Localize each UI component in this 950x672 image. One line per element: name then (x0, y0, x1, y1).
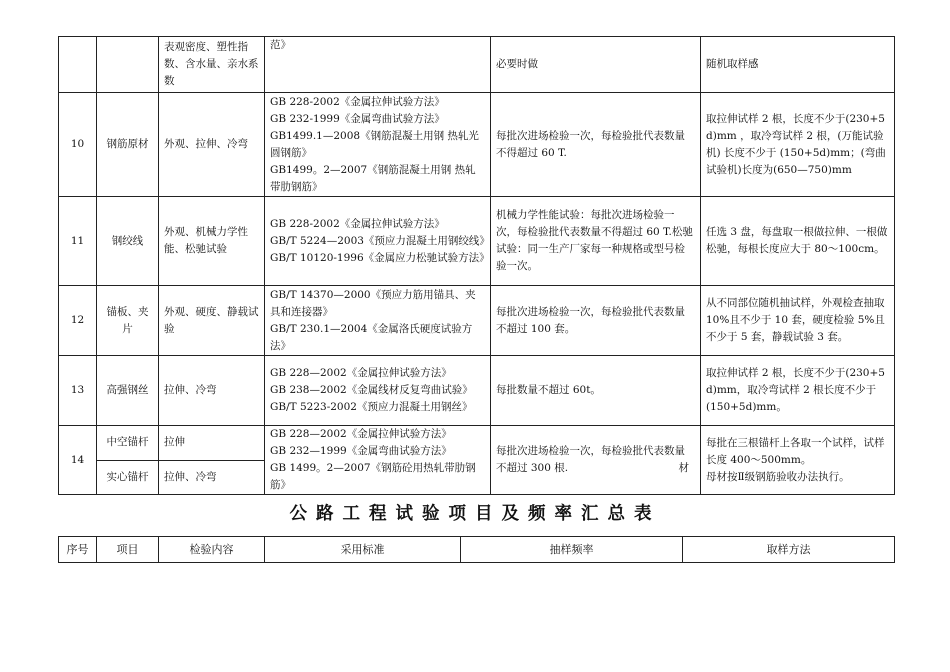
table-row (59, 37, 895, 93)
item-cell (97, 37, 159, 93)
standard-line: GB 228-2002《金属拉伸试验方法》 (270, 217, 445, 230)
standard-line: GB1499。2—2007《钢筋混凝土用钢 热轧带肋钢筋》 (270, 163, 476, 193)
standard-line: GB 232-1999《金属弯曲试验方法》 (270, 112, 445, 125)
standard-cell (265, 93, 491, 197)
frequency-cell: 每批次进场检验一次，每检验批代表数量不得超过 60 T. (491, 93, 701, 197)
sampling-cell: 取拉伸试样 2 根，长度不少于(230+5d)mm ，取冷弯试样 2 根，(万能试验机) 长度不少于 (150+5d)mm；(弯曲试验机)长度为(650—750)mm (701, 93, 895, 197)
standard-line: GB/T 5224—2003《预应力混凝土用钢绞线》 (270, 234, 490, 247)
table-row (59, 356, 895, 426)
table-row (59, 197, 895, 286)
standard-line: GB/T 5223-2002《预应力混凝土用钢丝》 (270, 401, 473, 413)
header-item: 项目 (97, 537, 159, 563)
header-standard: 采用标准 (265, 537, 461, 563)
item-cell: 高强钢丝 (97, 356, 159, 426)
header-sampling: 取样方法 (683, 537, 895, 563)
sampling-cell: 从不同部位随机抽试样，外观检查抽取 10%且不少于 10 套，硬度检验 5%且不少于 5 套，静载试验 3 套。 (701, 286, 895, 356)
header-frequency: 抽样频率 (461, 537, 683, 563)
content-cell: 外观、机械力学性能、松驰试验 (159, 197, 265, 286)
row-number-cell (59, 37, 97, 93)
frequency-cell: 每批次进场检验一次，每检验批代表数量不超过 100 套。 (491, 286, 701, 356)
table-row (59, 286, 895, 356)
sampling-line: 每批在三根锚杆上各取一个试样，试样长度 400～500mm。 (706, 436, 885, 466)
standard-line: GB 228-2002《金属拉伸试验方法》 (270, 95, 445, 108)
frequency-cell: 机械力学性能试验：每批次进场检验一次，每检验批代表数量不得超过 60 T.松驰试验：同一生产厂家每一种规格或型号检验一次。 (491, 197, 701, 286)
standard-line: GB 228—2002《金属拉伸试验方法》 (270, 428, 452, 440)
content-cell: 拉伸 (159, 426, 265, 461)
content-cell: 拉伸、冷弯 (159, 356, 265, 426)
frequency-text: 每批次进场检验一次，每检验批代表数量不超过 300 根. (496, 445, 685, 474)
row-number-cell: 12 (59, 286, 97, 356)
row-number-cell: 13 (59, 356, 97, 426)
header-content: 检验内容 (159, 537, 265, 563)
item-cell: 钢筋原材 (97, 93, 159, 197)
standard-cell (265, 286, 491, 356)
standard-cell: 范》 (265, 37, 491, 93)
frequency-cell: 每批数量不超过 60t。 (491, 356, 701, 426)
standard-cell (265, 426, 491, 495)
frequency-cell: 必要时做 (491, 37, 701, 93)
sampling-line: 母材按Ⅱ级钢筋验收办法执行。 (706, 470, 850, 483)
standard-cell (265, 197, 491, 286)
standard-cell (265, 356, 491, 426)
item-cell: 实心锚杆 (97, 460, 159, 495)
header-number: 序号 (59, 537, 97, 563)
item-cell: 中空锚杆 (97, 426, 159, 461)
sampling-cell: 随机取样感 (701, 37, 895, 93)
standard-line: GB/T 10120-1996《金属应力松驰试验方法》 (270, 251, 490, 264)
sampling-cell: 任选 3 盘，每盘取一根做拉伸、一根做松驰，每根长度应大于 80～100cm。 (701, 197, 895, 286)
standard-line: GB 232—1999《金属弯曲试验方法》 (270, 445, 452, 457)
table-row (59, 426, 895, 461)
column-header-table (58, 536, 895, 563)
sampling-cell (701, 426, 895, 495)
page-title: 公路工程试验项目及频率汇总表 (289, 504, 661, 524)
standard-line: GB 238—2002《金属线材反复弯曲试验》 (270, 384, 473, 396)
row-number-cell: 14 (59, 426, 97, 495)
sampling-cell: 取拉伸试样 2 根，长度不少于(230+5d)mm，取冷弯试样 2 根长度不少于 (150+5d)mm。 (701, 356, 895, 426)
table-row (59, 93, 895, 197)
item-cell: 锚板、夹片 (97, 286, 159, 356)
test-items-table (58, 36, 895, 495)
standard-line: GB 228—2002《金属拉伸试验方法》 (270, 367, 452, 379)
content-cell: 表观密度、塑性指数、含水量、亲水系数 (159, 37, 265, 93)
row-number-cell: 10 (59, 93, 97, 197)
content-cell: 外观、硬度、静载试验 (159, 286, 265, 356)
content-cell: 拉伸、冷弯 (159, 460, 265, 495)
frequency-cell (491, 426, 701, 495)
standard-line: GB 1499。2—2007《钢筋砼用热轧带肋钢筋》 (270, 462, 476, 491)
standard-line: GB1499.1—2008《钢筋混凝土用钢 热轧光圆钢筋》 (270, 129, 479, 159)
standard-line: GB/T 14370—2000《预应力筋用锚具、夹具和连接器》 (270, 288, 476, 318)
content-cell: 外观、拉伸、冷弯 (159, 93, 265, 197)
row-number-cell: 11 (59, 197, 97, 286)
frequency-tail: 材 (678, 462, 689, 474)
item-cell: 钢绞线 (97, 197, 159, 286)
header-row (59, 537, 895, 563)
standard-line: GB/T 230.1—2004《金属洛氏硬度试验方法》 (270, 322, 473, 352)
